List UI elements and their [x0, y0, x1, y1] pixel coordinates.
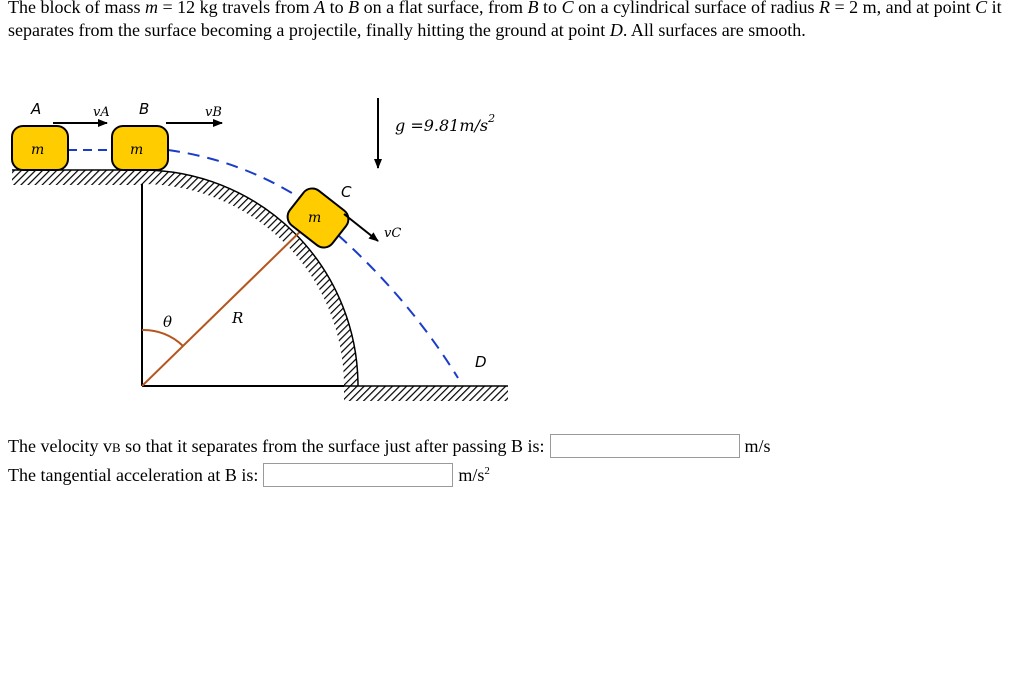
- block-at-b: [112, 126, 168, 170]
- tangential-acceleration-input[interactable]: [263, 463, 453, 487]
- flat-surface: [12, 170, 142, 185]
- velocity-answer-input[interactable]: [550, 434, 740, 458]
- velocity-c-label: vC: [384, 226, 402, 241]
- velocity-unit: m/s: [744, 435, 771, 456]
- mass-symbol: m: [144, 0, 158, 17]
- velocity-c-arrow: [344, 214, 378, 241]
- theta-label: θ: [163, 313, 173, 331]
- label-b: B: [139, 100, 150, 118]
- radius-symbol: R: [818, 0, 830, 17]
- svg-text:m: m: [31, 142, 45, 158]
- gravity-label: $g =9.81m/s^2$: [395, 112, 496, 135]
- problem-statement: The block of mass m = 12 kg travels from A to B on a flat surface, from B to C on a cylindrical surface of radius R = 2 m, and at point C it separates from the surface becoming a projectile, finally hitting the ground at point D. All surfaces are smooth.: [8, 0, 1008, 42]
- question-2-label: The tangential acceleration at B is:: [8, 464, 259, 485]
- question-1: [8, 434, 771, 458]
- ground-surface: [344, 386, 508, 401]
- acceleration-unit: $m/s^2$: [458, 464, 490, 485]
- block-c-mass-label: m: [308, 210, 322, 226]
- question-2: [8, 463, 490, 487]
- label-c: C: [341, 183, 352, 201]
- velocity-b-label: vB: [205, 105, 222, 120]
- question-1-label: The velocity vB so that it separates from the surface just after passing B is:: [8, 435, 545, 456]
- velocity-a-label: vA: [93, 105, 110, 120]
- svg-text:m: m: [130, 142, 144, 158]
- theta-arc: [142, 330, 183, 346]
- block-at-a: [12, 126, 68, 170]
- label-a: A: [31, 100, 42, 118]
- problem-diagram: [0, 95, 530, 415]
- label-d: D: [475, 353, 487, 371]
- radius-line: [142, 222, 310, 386]
- radius-label: R: [232, 309, 244, 327]
